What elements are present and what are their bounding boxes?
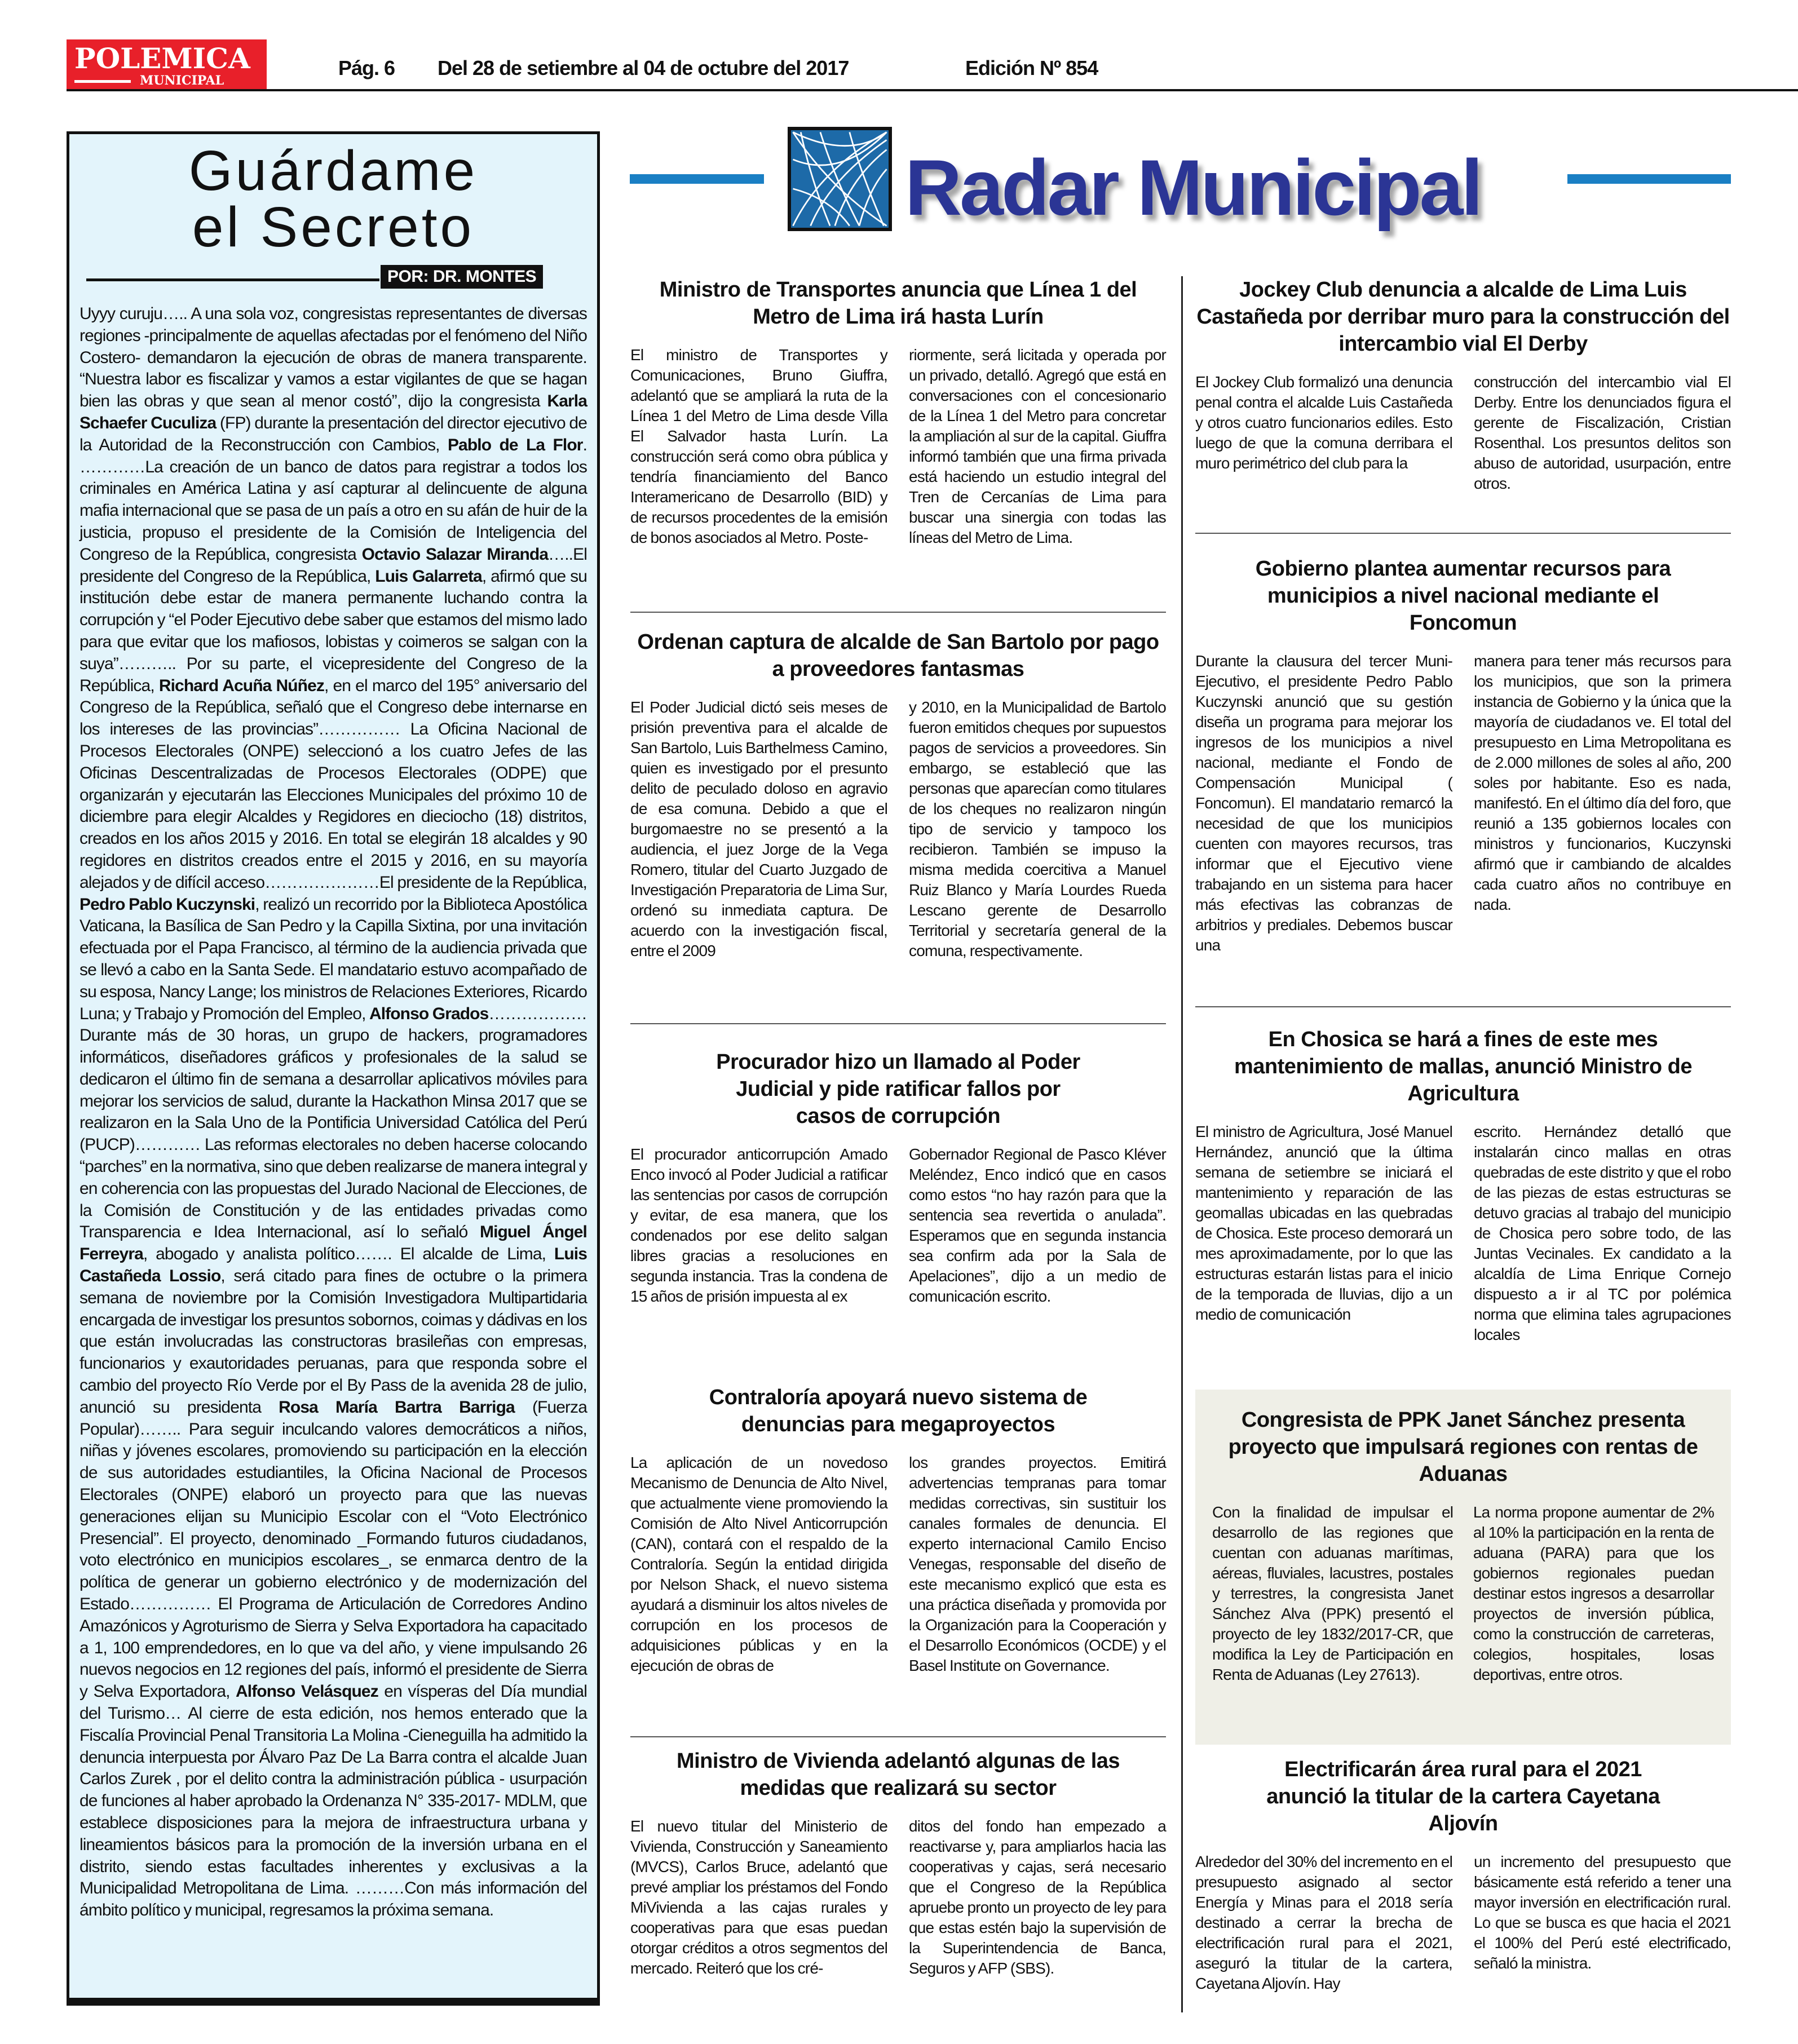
article-title: Ministro de Vivienda adelantó algunas de las medidas que realizará su sector: [676, 1749, 1120, 1800]
section-title: Radar Municipal: [905, 143, 1481, 232]
column-text-run: …..El presidente del Congreso de la República,: [79, 545, 587, 586]
article-divider: [1195, 533, 1731, 534]
radar-grid-icon: [791, 130, 889, 228]
article-text-col1: Alrededor del 30% del incremento en el presupuesto asignado al sector Energía y Minas para el 2018 sería destinado a cerrar la brecha de electrificación rural para el 2021, aseguró la titular de la cartera, Cayetana Aljovín. Hay: [1195, 1853, 1452, 1992]
article-text-col2: un incremento del presupuesto que básicamente está referido a tener una mayor inversión en electrificación rural. Lo que se busca es que hacia el 2021 el 100% del Perú esté electrificado, señaló la ministra.: [1474, 1853, 1731, 1972]
article-text-col2: los grandes proyectos. Emitirá advertencias tempranas para tomar medidas correctivas, sin sustituir los canales formales de denuncia. El experto internacional Camilo Enciso Venegas, responsable del diseño de este mecanismo explicó que esta es una práctica diseñada y promovida por la Organización para la Cooperación y el Desarrollo Económicos (OCDE) y el Basel Institute on Governance.: [909, 1454, 1166, 1674]
masthead-logo: [67, 39, 267, 91]
column-name-highlight: Rosa María Bartra Barriga: [279, 1397, 515, 1417]
column-name-highlight: Alfonso Velásquez: [236, 1682, 378, 1701]
column-title-line2: el Secreto: [192, 196, 475, 259]
article-text-col1: Durante la clausura del tercer Muni-Ejecutivo, el presidente Pedro Pablo Kuczynski anunció que su gestión diseña un programa para mejorar los ingresos de los municipios a nivel nacional, mediante el Fondo de Compensación Municipal ( Foncomun). El mandatario remarcó la necesidad de que los municipios cuenten con mayores recursos, tras informar que el Ejecutivo viene trabajando en un sistema para hacer más efectivas las cobranzas de arbitrios y prediales. Debemos buscar una: [1195, 652, 1452, 954]
article-text-col2: riormente, será licitada y operada por un privado, detalló. Agregó que está en conversaciones con el concesionario de la Línea 1 del Metro para concretar la ampliación al sur de la capital. Giuffra informó también que una firma privada está haciendo un estudio integral del Tren de Cercanías de Lima para buscar una sinergia con todas las líneas del Metro de Lima.: [909, 346, 1166, 546]
column-text-run: Uyyy curuju….. A una sola voz, congresistas representantes de diversas regiones -principalmente de aquellas afectadas por el fenómeno del Niño Costero- demandaron la ejecución de obras de manera transparente. “Nuestra labor es fiscalizar y vamos a estar vigilantes de que se hagan bien las obras y que sean al menor costó”, dijo la congresista: [79, 304, 587, 411]
column-name-highlight: Pedro Pablo Kuczynski: [79, 895, 255, 914]
logo-title: POLEMICA: [74, 42, 250, 75]
article-text-col1: El procurador anticorrupción Amado Enco invocó al Poder Judicial a ratificar las sentencias por casos de corrupción y evitar, de esa manera, que los condenados por ese delito salgan libres gracias a resoluciones en segunda instancia. Tras la condena de 15 años de prisión impuesta al ex: [630, 1145, 887, 1305]
column-name-highlight: Richard Acuña Núñez: [158, 676, 324, 695]
article-title: Ministro de Transportes anuncia que Línea 1 del Metro de Lima irá hasta Lurín: [659, 278, 1137, 329]
edition-number: Edición Nº 854: [965, 56, 1098, 79]
article-divider: [630, 612, 1166, 613]
article-title: Ordenan captura de alcalde de San Bartolo por pago a proveedores fantasmas: [637, 630, 1159, 681]
column-text-run: . …………La creación de un banco de datos para registrar a todos los criminales en América Latina y así capturar al delincuente de alguna mafia internacional que se pasa de un país a otro en su afán de huir de la justicia, propuso el presidente de la Comisión de Inteligencia del Congreso de la República, congresista: [79, 435, 587, 564]
column-title-line1: Guárdame: [188, 139, 478, 202]
column-name-highlight: Luis Castañeda Lossio: [79, 1245, 587, 1286]
article-metro-linea-1: [630, 276, 1166, 548]
column-text-run: ……………… Durante más de 30 horas, un grupo de hackers, programadores informáticos, diseñadores gráficos y profesionales de la salud se dedicaron el último fin de semana a desarrollar aplicativos móviles para mejorar los servicios de salud, durante la Hackathon Minsa 2017 que se realizaron en la Sala Uno de la Pontificia Universidad Católica del Perú (PUCP)………… Las reformas electorales no deben hacerse colocando “parches” en la normativa, sino que deben realizarse de manera integral y en coherencia con las propuestas del Jurado Nacional de Elecciones, de la Comisión de Constitución y de las entidades privadas como Transparencia e Idea Internacional, así lo señaló: [79, 1004, 587, 1242]
article-title: En Chosica se hará a fines de este mes mantenimiento de mallas, anunció Ministro de Agricultura: [1234, 1028, 1693, 1105]
header-divider: [67, 89, 1798, 91]
article-text-col2: manera para tener más recursos para los municipios, que son la primera instancia de Gobierno y la única que la mayoría de ciudadanos ve. El total del presupuesto en Lima Metropolitana es de 2.000 millones de soles al año, 200 soles por habitante. Eso es nada, manifestó. En el último día del foro, que reunió a 135 gobiernos locales con ministros y funcionarios, Kuczynski afirmó que ir cambiando de alcaldes cada cuatro años no contribuye en nada.: [1474, 652, 1731, 913]
article-text-col1: El ministro de Transportes y Comunicaciones, Bruno Giuffra, adelantó que se ampliará la ruta de la Línea 1 del Metro de Lima desde Villa El Salvador hasta Lurín. La construcción será como obra pública y tendría financiamiento del Banco Interamericano de Desarrollo (BID) y de recursos procedentes de la emisión de bonos asociados al Metro. Poste-: [630, 346, 887, 546]
column-title: [69, 139, 597, 259]
column-divider: [1181, 276, 1183, 2012]
column-name-highlight: Karla Schaefer Cuculiza: [79, 392, 587, 432]
article-foncomun: [1195, 555, 1731, 955]
column-text-run: , será citado para fines de octubre o la primera semana de noviembre por la Comisión Investigadora Multipartidaria encargada de investigar los presuntos sobornos, coimas y dádivas en los que están involucradas las constructoras brasileñas con empresas, funcionarios y exautoridades peruanas, para que responda sobre el cambio del proyecto Río Verde por el By Pass de la avenida 28 de julio, anunció su presidenta: [79, 1267, 587, 1417]
article-text-col2: La norma propone aumentar de 2% al 10% la participación en la renta de aduana (PARA) para que los gobiernos regionales puedan destinar estos ingresos a desarrollar proyectos de inversión pública, como la construcción de carreteras, colegios, hospitales, losas deportivas, entre otros.: [1473, 1503, 1714, 1683]
article-divider: [630, 1736, 1166, 1737]
article-title: Electrificarán área rural para el 2021 anunció la titular de la cartera Cayetana Aljovín: [1266, 1758, 1660, 1835]
article-jockey-club: [1195, 276, 1731, 494]
radar-grid-logo-icon: [788, 127, 892, 231]
article-chosica: [1195, 1026, 1731, 1345]
column-name-highlight: Octavio Salazar Miranda: [361, 545, 549, 564]
article-text-col2: ditos del fondo han empezado a reactivarse y, para ampliarlos hacia las cooperativas y cajas, será necesario que el Congreso de la República apruebe pronto un proyecto de ley para que estas estén bajo la supervisión de la Superintendencia de Banca, Seguros y AFP (SBS).: [909, 1817, 1166, 1977]
article-text-col2: escrito. Hernández detalló que instalarán cinco mallas en otras quebradas de este distrito y que el robo de las piezas de estas estructuras se detuvo gracias al trabajo del municipio de Chosica pero sobre todo, de las Juntas Vecinales. Ex candidato a la alcaldía de Lima Enrique Cornejo dispuesto a ir al TC por polémica norma que elimina tales agrupaciones locales: [1474, 1123, 1731, 1343]
article-text-col1: El nuevo titular del Ministerio de Vivienda, Construcción y Saneamiento (MVCS), Carlos Bruce, adelantó que prevé ampliar los préstamos del Fondo MiVivienda a las cajas rurales y cooperativas para que esas puedan otorgar créditos a otros segmentos del mercado. Reiteró que los cré-: [630, 1817, 887, 1977]
column-name-highlight: Pablo de La Flor: [447, 435, 583, 454]
article-vivienda: [630, 1747, 1166, 1979]
article-title: Jockey Club denuncia a alcalde de Lima Luis Castañeda por derribar muro para la construcción del intercambio vial El Derby: [1196, 278, 1730, 356]
column-text-run: en vísperas del Día mundial del Turismo… Al cierre de esta edición, nos hemos enterado que la Fiscalía Provincial Penal Transitoria La Molina -Cieneguilla ha admitido la denuncia interpuesta por Álvaro Paz De La Barra contra el alcalde Juan Carlos Zurek , por el delito contra la administración pública - usurpación de funciones al haber aprobado la Ordenanza N° 335-2017- MDLM, que establece disposiciones para la mejora de infraestructura urbana y lineamientos básicos para la promoción de la inversión urbana en el distrito, siendo estas facultades inherentes y exclusivas a la Municipalidad Metropolitana de Lima. ………Con más información del ámbito político y municipal, regresamos la próxima semana.: [79, 1682, 587, 1920]
logo-subtitle: MUNICIPAL: [140, 73, 224, 88]
article-text-col2: y 2010, en la Municipalidad de Bartolo fueron emitidos cheques por supuestos pagos de servicios a proveedores. Sin embargo, se estableció que las personas que aparecían como titulares de los cheques no realizaron ningún tipo de servicio y tampoco los recibieron. También se impuso la misma medida coercitiva a Manuel Ruiz Blanco y María Lourdes Rueda Lescano gerente de Desarrollo Territorial y secretaría general de la comuna, respectivamente.: [909, 698, 1166, 959]
article-janet-sanchez: [1195, 1390, 1731, 1745]
column-name-highlight: Alfonso Grados: [369, 1004, 489, 1023]
article-text-col1: La aplicación de un novedoso Mecanismo de Denuncia de Alto Nivel, que actualmente viene promoviendo la Comisión de Alto Nivel Anticorrupción (CAN), contará con el respaldo de la Contraloría. Según la entidad dirigida por Nelson Shack, el nuevo sistema ayudará a disminuir los altos niveles de corrupción en los procesos de adquisiciones públicas y en la ejecución de obras de: [630, 1454, 887, 1674]
column-name-highlight: Luis Galarreta: [375, 567, 482, 586]
column-text-run: , abogado y analista político……. El alcalde de Lima,: [143, 1245, 554, 1264]
column-text-run: , afirmó que su institución debe estar de manera permanente luchando contra la corrupción y “el Poder Ejecutivo debe saber que estamos del mismo lado para que evitar que los mafiosos, lobistas y coimeros se salgan con la suya”……….. Por su parte, el vicepresidente del Congreso de la República,: [79, 567, 587, 695]
column-body: [79, 303, 587, 1922]
column-text-run: (FP) durante la presentación del director ejecutivo de la Autoridad de la Reconstrucción con Cambios,: [79, 413, 587, 454]
byline: POR: DR. MONTES: [381, 265, 543, 289]
section-rule-right: [1567, 174, 1731, 184]
column-text-run: (Fuerza Popular)…….. Para seguir inculcando valores democráticos a niños, niñas y jóvenes escolares, promoviendo su participación en la elección de sus autoridades estudiantiles, la Oficina Nacional de Procesos Electorales (ONPE) elaboró un proyecto para que las nuevas generaciones elijan su Municipio Escolar con el “Voto Electrónico Presencial”. El proyecto, denominado _Formando futuros ciudadanos, voto electrónico en municipios escolares_, se enmarca dentro de la política de generar un gobierno electrónico y de modernización del Estado…………… El Programa de Articulación de Corredores Andino Amazónicos y Agroturismo de Sierra y Selva Exportadora ha capacitado a 1, 100 emprendedores, en lo que va del año, y viene impulsando 26 nuevos negocios en 12 regiones del país, informó el presidente de Sierra y Selva Exportadora,: [79, 1397, 587, 1701]
article-title: Procurador hizo un llamado al Poder Judicial y pide ratificar fallos por casos de corrupción: [716, 1050, 1080, 1128]
date-range: Del 28 de setiembre al 04 de octubre del 2017: [438, 56, 849, 79]
article-divider: [630, 1023, 1166, 1024]
column-name-highlight: Miguel Ángel Ferreyra: [79, 1223, 587, 1264]
column-text-run: , en el marco del 195° aniversario del Congreso de la República, señaló que el Congreso debe internarse en los intereses de las provincias”…………… La Oficina Nacional de Procesos Electorales (ONPE) seleccionó a los cuatro Jefes de las Oficinas Descentralizadas de Procesos Electorales (ODPE) que organizarán y ejecutarán las Elecciones Municipales del próximo 10 de diciembre para elegir Alcaldes y Regidores en dieciocho (18) distritos, creados en los años 2015 y 2016. En total se elegirán 18 alcaldes y 90 regidores en distritos creados entre el 2015 y 2016, en su mayoría alejados y de difícil acceso…………………El presidente de la República,: [79, 676, 587, 892]
byline-rule: [86, 278, 379, 281]
article-text-col2: Gobernador Regional de Pasco Kléver Meléndez, Enco indicó que en casos como estos “no hay razón para que la sentencia sea revertida o anulada”. Esperamos que en segunda instancia sea confirm ada por la Sala de Apelaciones”, dijo a un medio de comunicación escrito.: [909, 1145, 1166, 1305]
article-text-col1: El Jockey Club formalizó una denuncia penal contra el alcalde Luis Castañeda y otros cuatro funcionarios ediles. Esto luego de que la comuna derribara el muro perimétrico del club para la: [1195, 373, 1452, 472]
column-guardame-el-secreto: [67, 131, 600, 2006]
article-text-col1: El Poder Judicial dictó seis meses de prisión preventiva para el alcalde de San Bartolo, Luis Barthelmess Camino, quien es investigado por el presunto delito de peculado doloso en agravio de esa comuna. Debido a que el burgomaestre no se presentó a la audiencia, el juez Jorge de la Vega Romero, titular del Cuarto Juzgado de Investigación Preparatoria de Lima Sur, ordenó su inmediata captura. De acuerdo con la investigación fiscal, entre el 2009: [630, 698, 887, 959]
article-san-bartolo: [630, 629, 1166, 961]
article-electrificacion: [1195, 1756, 1731, 1994]
article-text-col2: construcción del intercambio vial El Derby. Entre los denunciados figura el gerente de Fiscalización, Cristian Rosenthal. Los presuntos delitos son abuso de autoridad, usurpación, entre otros.: [1474, 373, 1731, 492]
article-contraloria: [630, 1384, 1166, 1676]
article-title: Contraloría apoyará nuevo sistema de denuncias para megaproyectos: [709, 1386, 1088, 1436]
article-title: Congresista de PPK Janet Sánchez presenta proyecto que impulsará regiones con rentas de Aduanas: [1228, 1408, 1698, 1486]
article-text-col1: Con la finalidad de impulsar el desarrollo de las regiones que cuentan con aduanas marítimas, aéreas, fluviales, lacustres, postales y terrestres, la congresista Janet Sánchez Alva (PPK) presentó el proyecto de ley 1832/2017-CR, que modifica la Ley de Participación en Renta de Aduanas (Ley 27613).: [1212, 1503, 1454, 1683]
section-rule-left: [630, 174, 764, 184]
article-divider: [1195, 1006, 1731, 1007]
logo-bar: [74, 80, 131, 83]
article-procurador: [630, 1048, 1166, 1307]
article-text-col1: El ministro de Agricultura, José Manuel Hernández, anunció que la última semana de setiembre se iniciará el mantenimiento y reparación de las geomallas ubicadas en las quebradas de Chosica. Este proceso demorará un mes aproximadamente, por lo que las estructuras estarán listas para el inicio de la temporada de lluvias, dijo a un medio de comunicación: [1195, 1123, 1452, 1323]
page-number: Pág. 6: [338, 56, 395, 79]
column-text-run: , realizó un recorrido por la Biblioteca Apostólica Vaticana, la Basílica de San Pedro y la Capilla Sixtina, por una invitación efectuada por el Papa Francisco, al término de la audiencia privada que se llevó a cabo en la Santa Sede. El mandatario estuvo acompañado de su esposa, Nancy Lange; los ministros de Relaciones Exteriores, Ricardo Luna; y Trabajo y Promoción del Empleo,: [79, 895, 587, 1023]
article-title: Gobierno plantea aumentar recursos para municipios a nivel nacional mediante el Foncomun: [1255, 557, 1671, 635]
